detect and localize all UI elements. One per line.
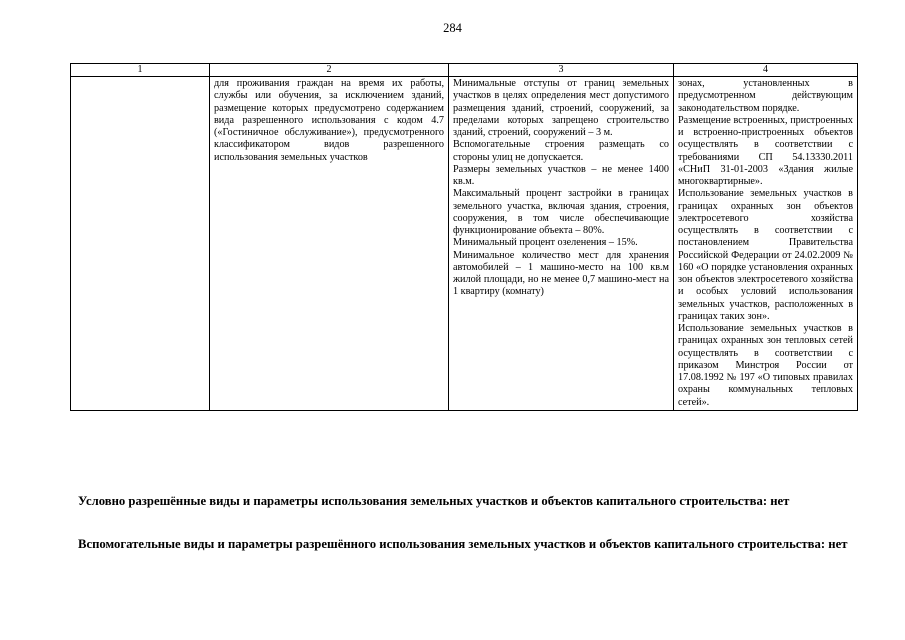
- regulations-table: [70, 63, 858, 411]
- table-header-row: [71, 64, 858, 77]
- restriction-built-in-objects: Размещение встроенных, пристроенных и встроенно-пристроенных объектов осуществлять в соответствии с требованиями СП 54.13330.2011 «СНиП 31-01-2003 «Здания жилые многоквартирные».: [678, 114, 853, 187]
- column-header-4: 4: [674, 64, 858, 77]
- cell-col2: [210, 77, 449, 411]
- conditional-uses-heading: Условно разрешённые виды и параметры использования земельных участков и объектов капитального строительства: нет: [78, 494, 790, 508]
- cell-col1: [71, 77, 210, 411]
- parameter-parking: Минимальное количество мест для хранения автомобилей – 1 машино-место на 100 кв.м жилой площади, но не менее 0,7 машино-мест на 1 квартиру (комнату): [453, 249, 669, 298]
- cell-col4: [674, 77, 858, 411]
- page-number: 284: [443, 21, 462, 35]
- table-row: [71, 77, 858, 411]
- auxiliary-uses-heading: Вспомогательные виды и параметры разрешённого использования земельных участков и объектов капитального строительства: нет: [78, 537, 848, 551]
- parameter-setbacks: Минимальные отступы от границ земельных участков в целях определения мест допустимого размещения зданий, строений, сооружений, за пределами которых запрещено строительство зданий, строений, сооружений – 3 м.: [453, 78, 669, 138]
- parameter-plot-size: Размеры земельных участков – не менее 1400 кв.м.: [453, 163, 669, 187]
- restriction-power-grid: Использование земельных участков в границах охранных зон объектов электросетевого хозяйства осуществлять в соответствии с постановлением Правительства Российской Федерации от 24.02.2009 № 160 «О порядке установления охранных зон объектов электросетевого хозяйства и особых условий использования земельных участков, расположенных в границах таких зон».: [678, 188, 853, 322]
- parameter-auxiliary-buildings: Вспомогательные строения размещать со стороны улиц не допускается.: [453, 139, 669, 163]
- column-header-1: 1: [71, 64, 210, 77]
- usage-description: для проживания граждан на время их работы, службы или обучения, за исключением зданий, размещение которых предусмотрено содержанием вида разрешенного использования с кодом 4.7 («Гостиничное обслуживание»), предусмотренного классификатором видов разрешенного использования земельных участков: [214, 78, 444, 163]
- column-header-3: 3: [449, 64, 674, 77]
- parameter-min-greenery: Минимальный процент озеленения – 15%.: [453, 237, 638, 249]
- column-header-2: 2: [210, 64, 449, 77]
- restriction-zones: зонах, установленных в предусмотренном действующим законодательством порядке.: [678, 78, 853, 114]
- restriction-heat-networks: Использование земельных участков в границах охранных зон тепловых сетей осуществлять в соответствии с приказом Минстроя России от 17.08.1992 № 197 «О типовых правилах охраны коммунальных тепловых сетей».: [678, 323, 853, 408]
- cell-col3: [449, 77, 674, 411]
- parameter-max-coverage: Максимальный процент застройки в границах земельного участка, включая здания, строения, сооружения, в том числе обеспечивающие функционирование объекта – 80%.: [453, 188, 669, 236]
